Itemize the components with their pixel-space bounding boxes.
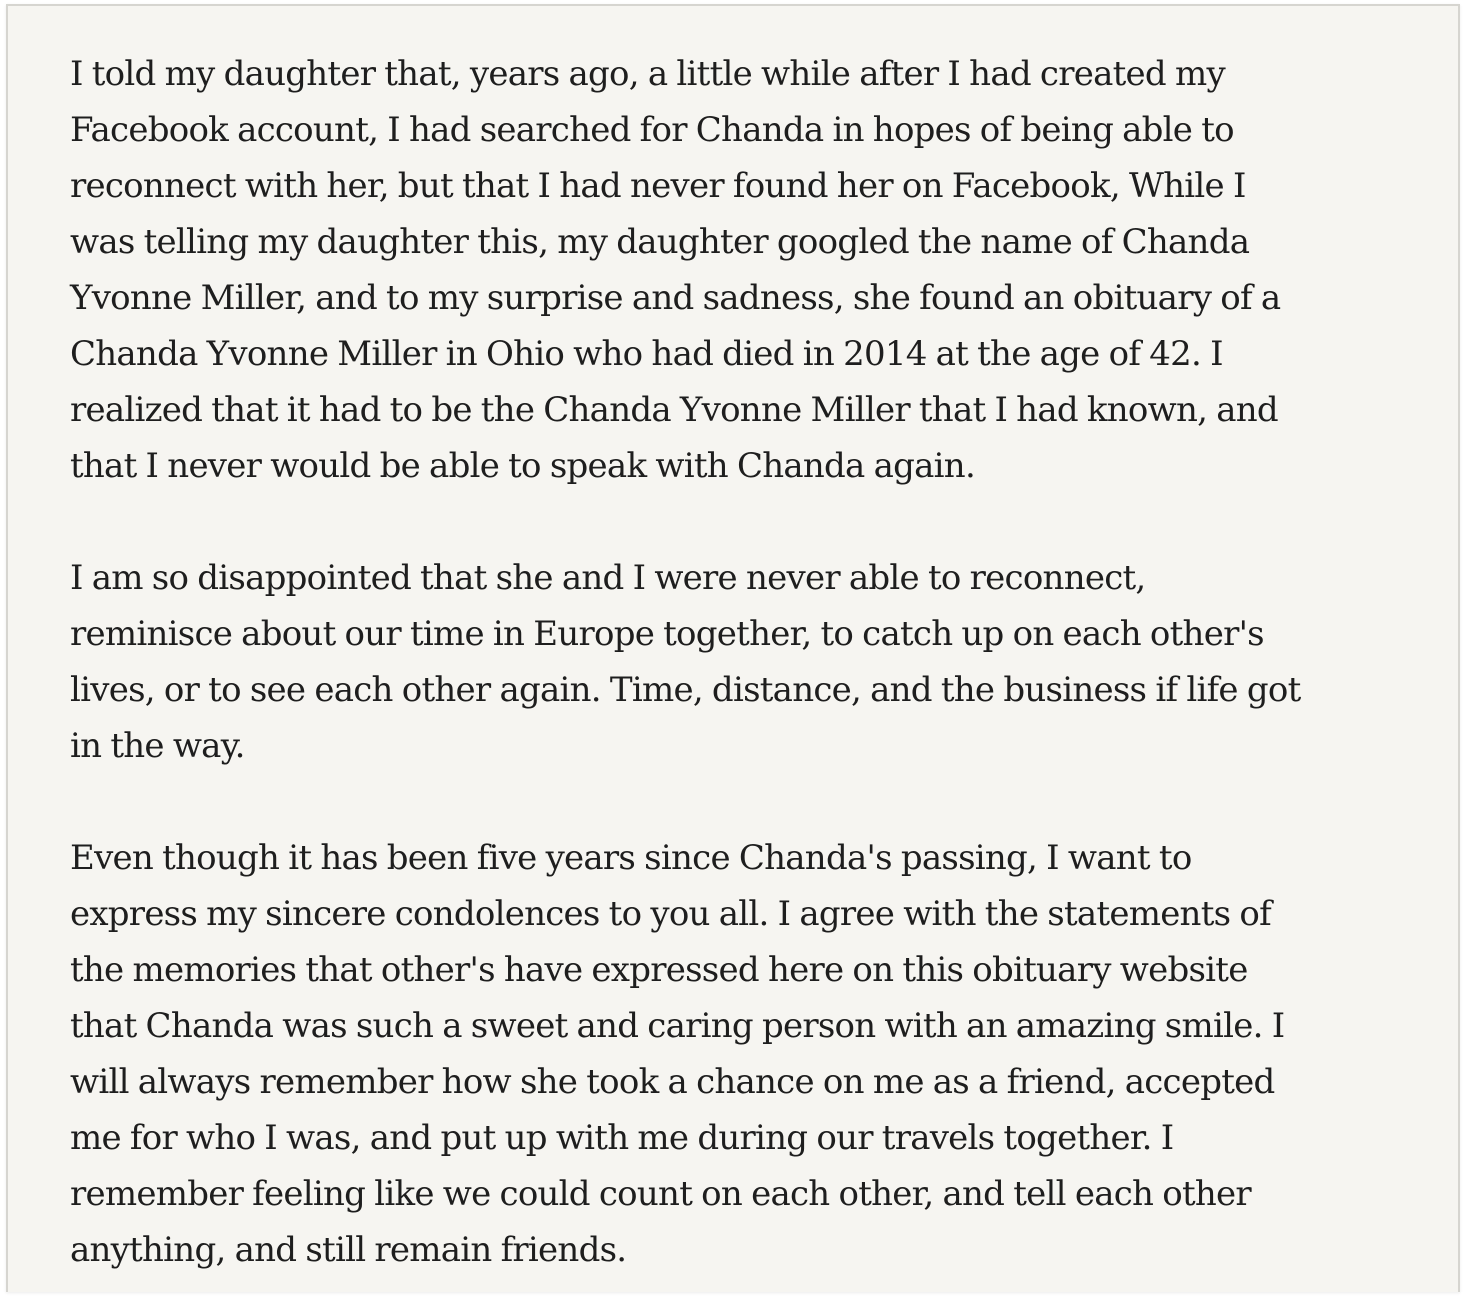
text-line: will always remember how she took a chance on me as a friend, accepted: [70, 1062, 1275, 1102]
text-line: that Chanda was such a sweet and caring person with an amazing smile. I: [70, 1006, 1285, 1046]
paragraph-2: [70, 550, 1410, 774]
text-line: realized that it had to be the Chanda Yvonne Miller that I had known, and: [70, 390, 1278, 430]
paragraph-3: [70, 830, 1410, 1278]
text-line: reconnect with her, but that I had never found her on Facebook, While I: [70, 166, 1246, 206]
text-line: Facebook account, I had searched for Chanda in hopes of being able to: [70, 110, 1234, 150]
text-line: me for who I was, and put up with me during our travels together. I: [70, 1118, 1174, 1158]
text-line: Chanda Yvonne Miller in Ohio who had died in 2014 at the age of 42. I: [70, 334, 1223, 374]
text-line: express my sincere condolences to you all. I agree with the statements of: [70, 894, 1271, 934]
text-line: was telling my daughter this, my daughter googled the name of Chanda: [70, 222, 1250, 262]
text-line: Yvonne Miller, and to my surprise and sadness, she found an obituary of a: [70, 278, 1281, 318]
text-line: I told my daughter that, years ago, a little while after I had created my: [70, 54, 1225, 94]
text-line: remember feeling like we could count on each other, and tell each other: [70, 1174, 1251, 1214]
text-line: anything, and still remain friends.: [70, 1230, 627, 1270]
text-line: the memories that other's have expressed here on this obituary website: [70, 950, 1248, 990]
text-line: in the way.: [70, 726, 245, 766]
paragraph-1: [70, 46, 1410, 494]
text-line: reminisce about our time in Europe together, to catch up on each other's: [70, 614, 1264, 654]
text-line: I am so disappointed that she and I were never able to reconnect,: [70, 558, 1146, 598]
message-body: [70, 46, 1410, 1278]
message-card: [6, 4, 1460, 1292]
text-line: that I never would be able to speak with Chanda again.: [70, 446, 976, 486]
text-line: Even though it has been five years since Chanda's passing, I want to: [70, 838, 1192, 878]
text-line: lives, or to see each other again. Time, distance, and the business if life got: [70, 670, 1301, 710]
